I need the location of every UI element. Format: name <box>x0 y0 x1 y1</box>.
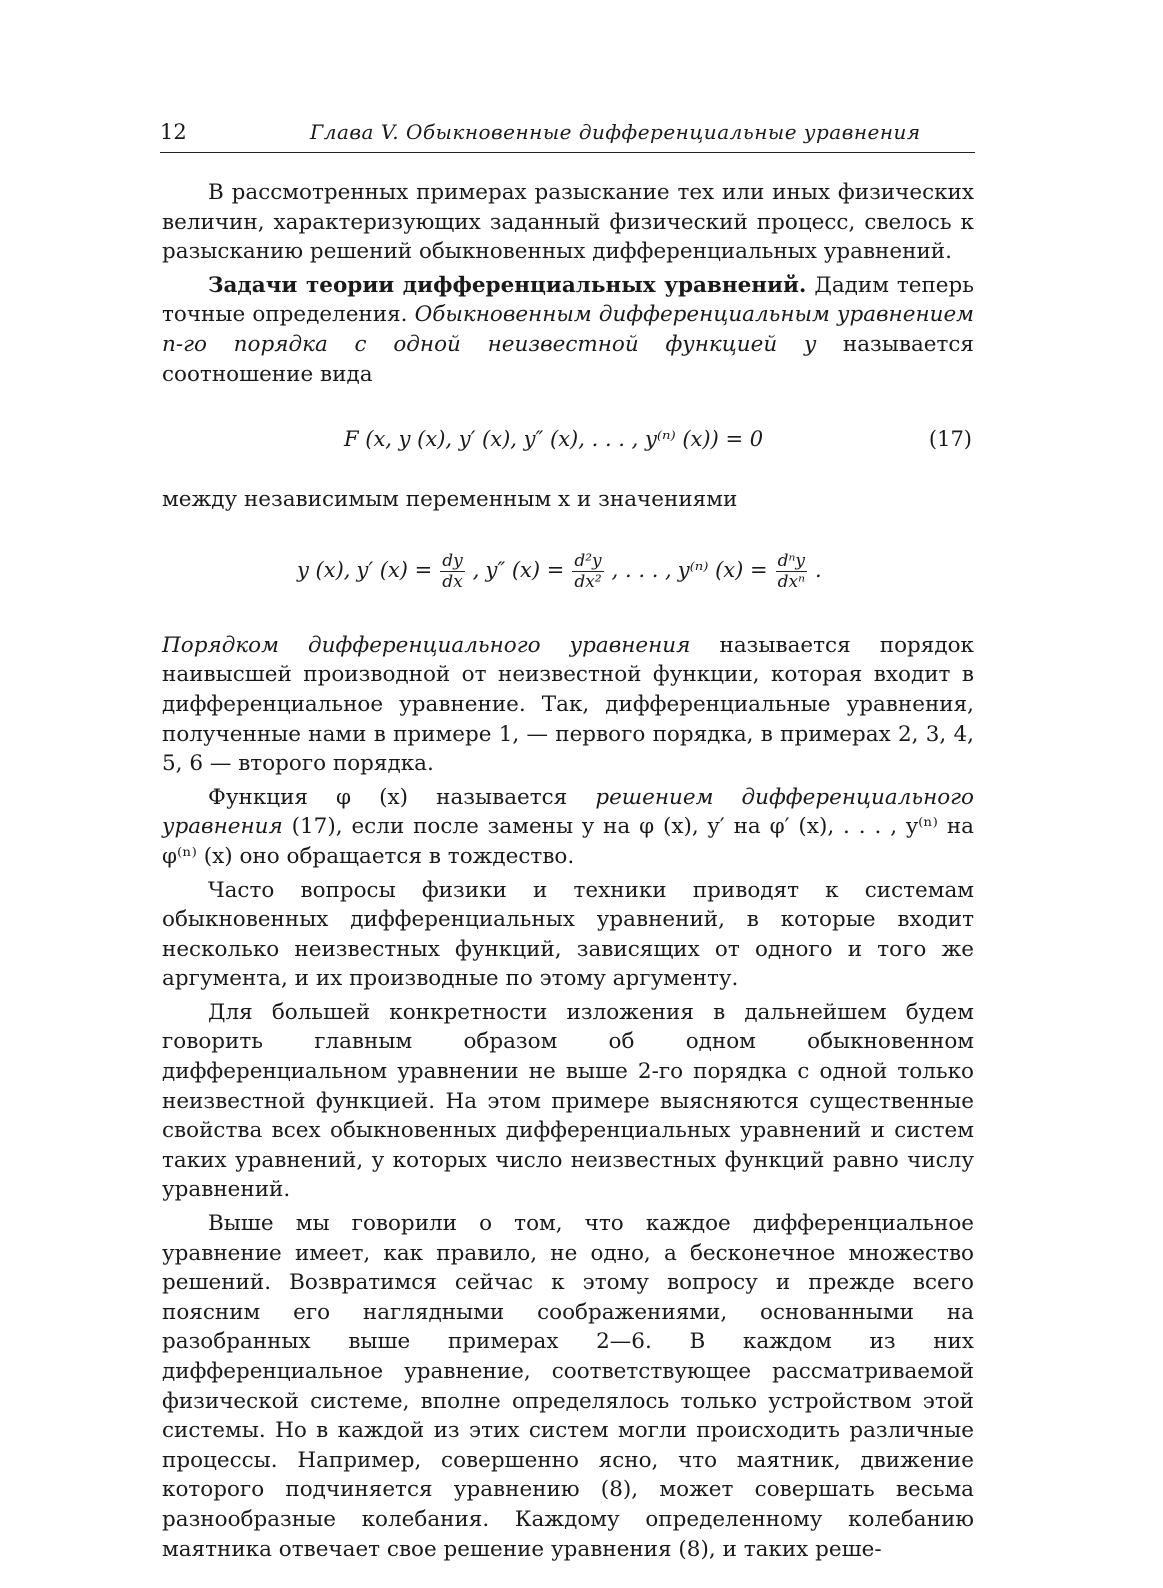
order-text: называется порядок наивысшей производной от неизвестной функции, которая входит в дифференциальное уравнение. Так, дифференциальные уравнения, полученные нами в примере 1, — первого порядка, в примерах 2, 3, 4, 5, 6 — второго порядка. <box>162 632 974 777</box>
deriv-sep: , <box>472 558 480 583</box>
page-number: 12 <box>160 120 187 144</box>
page-header <box>160 118 975 153</box>
paragraph-order <box>162 631 974 779</box>
paragraph-between: между независимым переменным x и значениями <box>162 487 738 513</box>
paragraph-infinite-solutions: Выше мы говорили о том, что каждое дифференциальное уравнение имеет, как правило, не одно, а бесконечное множество решений. Возвратимся сейчас к этому вопросу и прежде всего поясним его наглядными соображениями, основанными на разобранных выше примерах 2—6. В каждом из них дифференциальное уравнение, соответствующее рассматриваемой физической системе, вполне определялось только устройством этой системы. Но в каждой из этих систем могли происходить различные процессы. Например, совершенно ясно, что маятник, движение которого подчиняется уравнению (8), может совершать весьма разнообразные колебания. Каждому определенному колебанию маятника отвечает свое решение уравнения (8), и таких реше- <box>162 1211 974 1562</box>
equation-17-number: (17) <box>928 427 972 452</box>
deriv-y2-lhs: y″ (x) = <box>485 558 565 583</box>
paragraph-intro: В рассмотренных примерах разыскание тех или иных физических величин, характеризующих заданный физический процесс, свелось к разысканию решений обыкновенных дифференциальных уравнений. <box>162 180 974 265</box>
deriv-dots: , . . . , <box>611 558 672 583</box>
deriv-y: y (x), <box>297 558 351 583</box>
running-title: Глава V. Обыкновенные дифференциальные уравнения <box>310 120 921 144</box>
solution-text-2: (17), если после замены y на φ (x), y′ на φ′ (x), . . . , y⁽ⁿ⁾ на φ⁽ⁿ⁾ (x) оно обращается в тождество. <box>162 814 974 869</box>
fraction-dy-dx <box>440 551 465 592</box>
fraction-dny-dxn <box>776 551 807 592</box>
paragraph-concreteness: Для большей конкретности изложения в дальнейшем будем говорить главным образом об одном обыкновенном дифференциальном уравнении не выше 2-го порядка с одной только неизвестной функцией. На этом примере выясняются существенные свойства всех обыкновенных дифференциальных уравнений и систем таких уравнений, у которых число неизвестных функций равно числу уравнений. <box>162 999 974 1203</box>
fraction-denominator: dxⁿ <box>777 571 805 592</box>
definition-text-1: Дадим теперь точные определения. <box>162 272 974 328</box>
fraction-denominator: dx <box>442 571 463 592</box>
equation-17-formula: F (x, y (x), y′ (x), y″ (x), . . . , y⁽ⁿ⁾ (x)) = 0 <box>344 427 764 452</box>
equation-derivatives <box>162 531 974 631</box>
fraction-numerator: dⁿy <box>777 550 805 571</box>
deriv-yn-lhs: y⁽ⁿ⁾ (x) = <box>677 558 768 583</box>
solution-text-1: Функция φ (x) называется <box>208 784 596 810</box>
paragraph-systems: Часто вопросы физики и техники приводят к системам обыкновенных дифференциальных уравнений, в которые входит несколько неизвестных функций, зависящих от одного и того же аргумента, и их производные по этому аргументу. <box>162 877 974 992</box>
definition-text-2: называется соотношение вида <box>162 331 974 387</box>
fraction-d2y-dx2 <box>572 551 603 592</box>
fraction-numerator: d²y <box>574 550 602 571</box>
fraction-numerator: dy <box>442 550 463 571</box>
paragraph-definition <box>162 271 974 389</box>
deriv-y1-lhs: y′ (x) = <box>356 558 433 583</box>
paragraph-solution <box>162 783 974 872</box>
deriv-end: . <box>815 558 822 583</box>
section-heading: Задачи теории дифференциальных уравнений. <box>208 272 807 298</box>
solution-italic: решением дифференциального уравнения <box>162 784 974 840</box>
fraction-denominator: dx² <box>574 571 602 592</box>
page-body <box>162 178 974 1564</box>
equation-17 <box>162 395 974 485</box>
order-italic: Порядком дифференциального уравнения <box>162 632 691 658</box>
definition-italic: Обыкновенным дифференциальным уравнением n-го порядка с одной неизвестной функцией y <box>162 302 974 357</box>
